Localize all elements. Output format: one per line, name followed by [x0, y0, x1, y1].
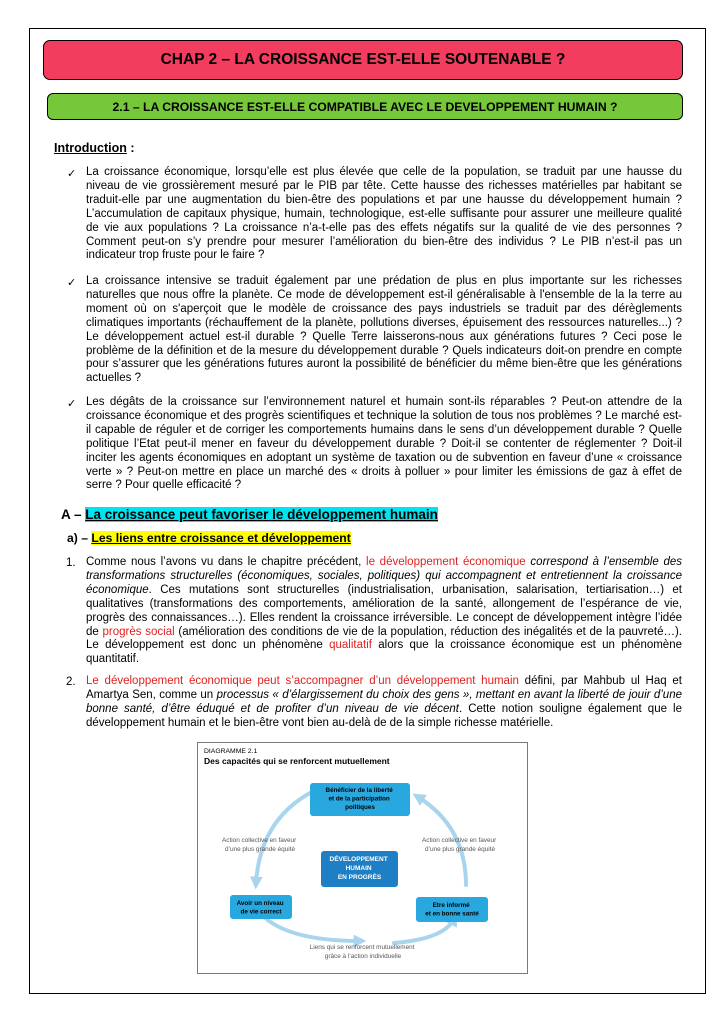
check-icon: ✓ [67, 277, 77, 289]
item-1-text: Comme nous l’avons vu dans le chapitre précédent, le développement économique correspond à l’ensemble des transformations structurelles (économiques, sociales, politiques) qui accompagnent et entretiennent la croissance économique. Ces mutations sont structurelles (industrialisation, urbanisation, salarisation, tertiarisation…) et qualitatives (transformations des comportements, amélioration de la santé, allongement de l’espérance de vie, progrès des connaissances…). Elles rendent la croissance irréversible. Le concept de développement intègre l’idée de progrès social (amélioration des conditions de vie de la population, réduction des inégalités et de la pauvreté…). Le développement est donc un phénomène qualitatif alors que la croissance économique est un phénomène quantitatif. [86, 556, 683, 666]
intro-paragraph-1: La croissance économique, lorsqu’elle est plus élevée que celle de la population, se traduit par une hausse du niveau de vie grossièrement mesuré par le PIB par tête. Cette hausse des richesses matérielles par habitant se traduit-elle par une augmentation du bien-être des populations et par une hausse du développement humain ? L’accumulation de capitaux physique, humain, technologique, est-elle suffisante pour assurer une meilleure qualité de vie aux populations ? La croissance n’a-t-elle pas des effets négatifs sur la qualité de vie des personnes ? Comment peut-on s’y prendre pour mesurer l’amélioration du bien-être des individus ? Le PIB n’est-il pas un indicateur trop fruste pour le faire ? [86, 166, 682, 262]
cycle-arrow-bottom-right [394, 919, 454, 943]
left-caption: Action collective en faveur d’une plus grande équité [221, 837, 297, 853]
right-caption: Action collective en faveur d’une plus grande équité [421, 837, 497, 853]
box-informe-sante-text: Etre informé et en bonne santé [425, 902, 479, 918]
diagram-figure [197, 742, 528, 974]
diagram-svg [198, 743, 529, 975]
item-2-text: Le développement économique peut s’accompagner d’un développement humain défini, par Mahbub ul Haq et Amartya Sen, comme un processus « d’élargissement du choix des gens », mettant en avant la liberté de jouir d’une bonne santé, d’être éduqué et de profiter d’un niveau de vie décent. Cette notion souligne également que le développement humain et le bien-être vont bien au-delà de de la simple richesse matérielle. [86, 675, 682, 729]
item-number: 1. [66, 557, 76, 569]
intro-paragraph-2: La croissance intensive se traduit également par une prédation de plus en plus importante sur les richesses naturelles que nous offre la planète. Ce mode de développement est-il généralisable à l'ensemble de la la terre au moment où on s'aperçoit que le modèle de croissance des pays industriels se traduit par des dérèglements climatiques importants (réchauffement de la planète, pollutions diverses, épuisement des ressources naturelles...) ? Le développement actuel est-il durable ? Quelle Terre laisserons-nous aux générations futures ? Ceci pose le problème de la définition et de la mesure du développement durable ? Quels indicateurs doit-on prendre en compte pour s’assurer que les générations futures auront la possibilité de bénéficier du même bien-être que les générations actuelles ? [86, 275, 682, 385]
intro-paragraph-3: Les dégâts de la croissance sur l’environnement naturel et humain sont-ils réparables ? Peut-on attendre de la croissance économique et des progrès scientifiques et technique la solution de tous nos problèmes ? Le marché est-il capable de réguler et de corriger les comportements humains dans le sens d’un développement durable ? Quelle politique l’Etat peut-il mener en faveur du développement durable ? Doit-il se contenter de réglementer ? Doit-il inciter les agents économiques en adoptant un système de taxation ou de subvention en faveur d’une « croissance verte » ? Peut-on mettre en place un marché des « droits à polluer » pour limiter les émissions de gaz à effet de serre ? Pour quelle efficacité ? [86, 396, 682, 492]
introduction-heading: Introduction : [54, 141, 135, 155]
chapter-title: CHAP 2 – LA CROISSANCE EST-ELLE SOUTENABLE ? [43, 40, 683, 80]
check-icon: ✓ [67, 168, 77, 180]
box-liberte-text: Bénéficier de la liberté et de la participation politiques [325, 787, 393, 811]
item-number: 2. [66, 676, 76, 688]
part-a-heading: A – La croissance peut favoriser le développement humain [61, 507, 438, 522]
bottom-caption: Liens qui se renforcent mutuellement grâce à l’action individuelle [309, 944, 415, 960]
box-developpement-humain-text: DÉVELOPPEMENT HUMAIN EN PROGRÈS [329, 856, 388, 881]
subpart-a-heading: a) – Les liens entre croissance et développement [67, 531, 351, 545]
check-icon: ✓ [67, 398, 77, 410]
box-informe-sante [416, 897, 488, 922]
diagram-label: DIAGRAMME 2.1 [204, 748, 258, 755]
diagram-title: Des capacités qui se renforcent mutuellement [204, 756, 390, 766]
box-niveau-de-vie-text: Avoir un niveau de vie correct [236, 900, 284, 916]
section-title: 2.1 – LA CROISSANCE EST-ELLE COMPATIBLE AVEC LE DEVELOPPEMENT HUMAIN ? [47, 93, 683, 120]
